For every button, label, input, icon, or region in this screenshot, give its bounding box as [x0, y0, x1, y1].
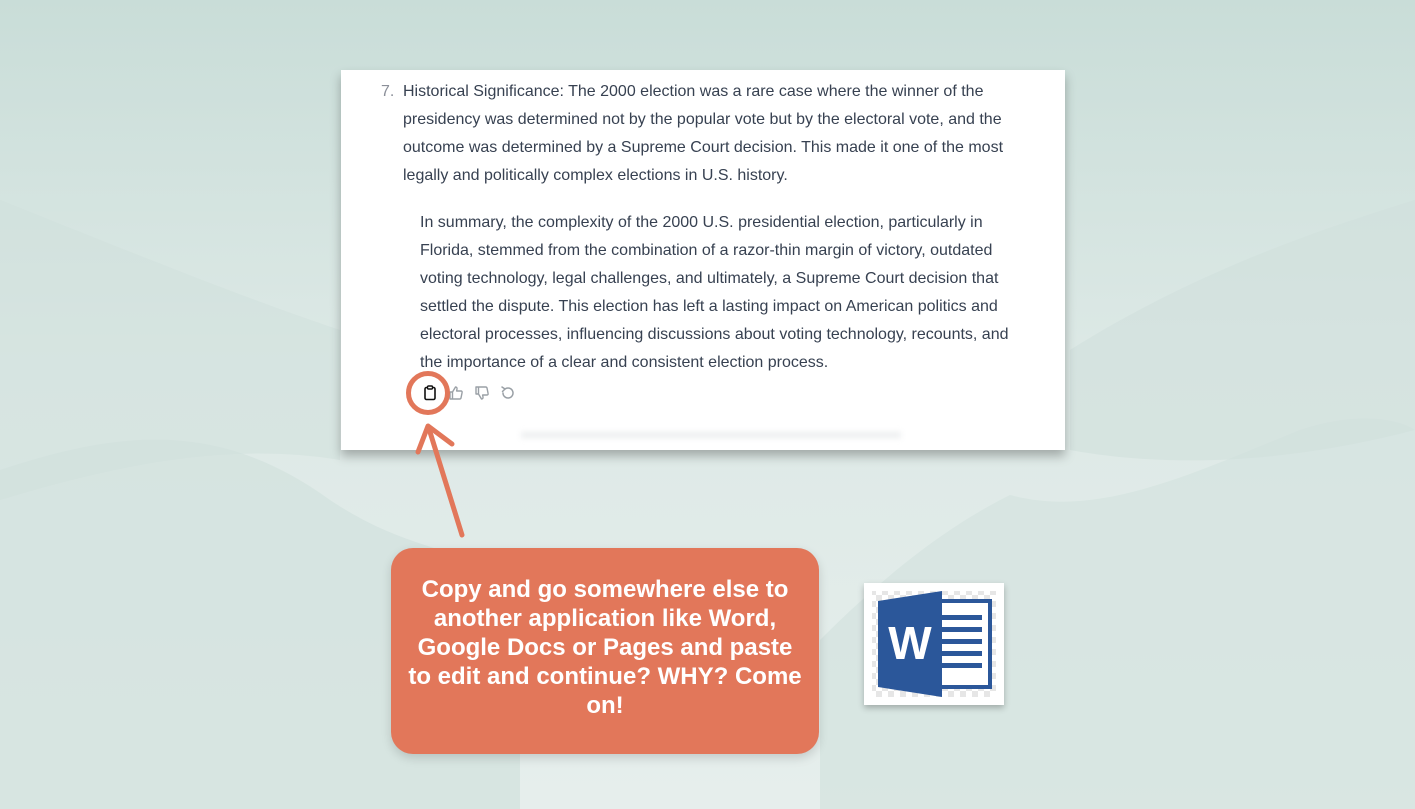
- thumbs-down-icon[interactable]: [473, 384, 491, 402]
- faded-disclaimer: [521, 432, 901, 438]
- list-item-text: Historical Significance: The 2000 election was a rare case where the winner of the presidency was determined not by the popular vote but by the electoral vote, and the outcome was determined by a Supreme Court decision. This made it one of the most legally and politically complex elections in U.S. history.: [403, 83, 1004, 184]
- list-item: [381, 78, 1033, 190]
- word-logo: [864, 583, 1004, 705]
- callout-text: Copy and go somewhere else to another application like Word, Google Docs or Pages and paste to edit and continue? WHY? Come on!: [408, 575, 802, 719]
- callout-box: [391, 548, 819, 754]
- list-number: 7.: [381, 83, 395, 100]
- word-logo-icon: [864, 583, 1004, 705]
- regenerate-icon[interactable]: [499, 384, 517, 402]
- highlight-ring: [406, 371, 450, 415]
- summary-paragraph: In summary, the complexity of the 2000 U.S. presidential election, particularly in Florida, stemmed from the combination of a razor-thin margin of victory, outdated voting technology, legal challenges, and ultimately, a Supreme Court decision that settled the dispute. This election has left a lasting impact on American politics and electoral processes, influencing discussions about voting technology, recounts, and the importance of a clear and consistent election process.: [420, 214, 1009, 371]
- word-logo-letter: W: [888, 617, 932, 669]
